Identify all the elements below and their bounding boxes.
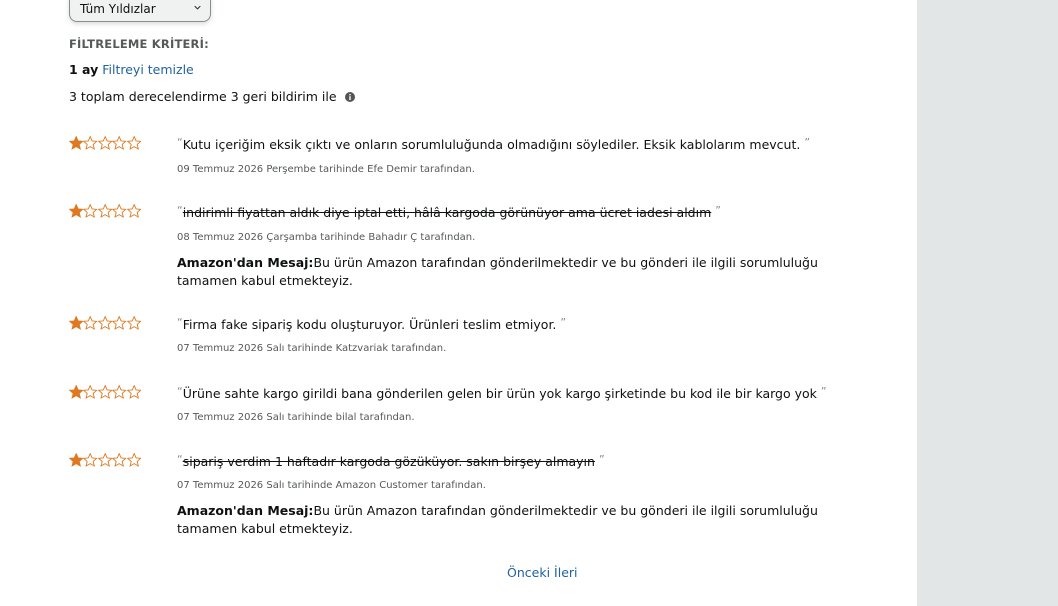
star-empty-icon bbox=[98, 453, 112, 467]
star-empty-icon bbox=[83, 204, 97, 218]
star-filter-value: Tüm Yıldızlar bbox=[80, 2, 156, 16]
star-empty-icon bbox=[83, 316, 97, 330]
star-empty-icon bbox=[98, 204, 112, 218]
star-empty-icon bbox=[127, 316, 141, 330]
review-text bbox=[177, 204, 721, 220]
review-meta: 07 Temmuz 2026 Salı tarihinde Katzvariak tarafından. bbox=[177, 343, 447, 354]
review-body: indirimli fiyattan aldık diye iptal etti, hâlâ kargoda görünüyor ama ücret iadesi aldım bbox=[182, 205, 712, 220]
star-rating bbox=[69, 204, 141, 218]
review-meta: 09 Temmuz 2026 Perşembe tarihinde Efe Demir tarafından. bbox=[177, 164, 475, 175]
open-quote: “ bbox=[177, 136, 183, 149]
close-quote: ” bbox=[598, 453, 605, 466]
close-quote: ” bbox=[560, 316, 567, 329]
filter-period: 1 ay bbox=[69, 62, 99, 77]
side-panel bbox=[917, 0, 1058, 606]
star-rating bbox=[69, 453, 141, 467]
star-empty-icon bbox=[98, 136, 112, 150]
star-filled-icon bbox=[69, 136, 83, 150]
review-meta: 07 Temmuz 2026 Salı tarihinde bilal tarafından. bbox=[177, 412, 415, 423]
star-empty-icon bbox=[83, 385, 97, 399]
star-empty-icon bbox=[112, 316, 126, 330]
seller-reply-text: Bu ürün Amazon tarafından gönderilmektedir ve bu gönderi ile ilgili sorumluluğu tamamen kabul etmekteyiz. bbox=[177, 503, 818, 536]
active-filter bbox=[69, 62, 194, 77]
seller-reply-text: Bu ürün Amazon tarafından gönderilmektedir ve bu gönderi ile ilgili sorumluluğu tamamen kabul etmekteyiz. bbox=[177, 255, 818, 288]
star-empty-icon bbox=[127, 385, 141, 399]
star-filled-icon bbox=[69, 316, 83, 330]
star-empty-icon bbox=[127, 136, 141, 150]
rating-summary bbox=[69, 89, 355, 104]
review-body: sipariş verdim 1 haftadır kargoda gözüküyor. sakın birşey almayın bbox=[182, 454, 595, 469]
open-quote: “ bbox=[177, 204, 183, 217]
close-quote: ” bbox=[715, 204, 721, 217]
chevron-down-icon bbox=[194, 4, 201, 11]
star-rating bbox=[69, 385, 141, 399]
review-meta: 07 Temmuz 2026 Salı tarihinde Amazon Customer tarafından. bbox=[177, 480, 486, 491]
close-quote: ” bbox=[804, 136, 811, 149]
star-empty-icon bbox=[98, 385, 112, 399]
pagination bbox=[507, 565, 578, 580]
star-rating bbox=[69, 316, 141, 330]
star-filled-icon bbox=[69, 453, 83, 467]
review-meta: 08 Temmuz 2026 Çarşamba tarihinde Bahadır Ç tarafından. bbox=[177, 232, 476, 243]
info-icon[interactable] bbox=[345, 92, 355, 102]
filter-heading: FİLTRELEME KRİTERİ: bbox=[69, 37, 209, 51]
review-body: Ürüne sahte kargo girildi bana gönderilen gelen bir ürün yok kargo şirketinde bu kod ile bir kargo yok bbox=[182, 386, 817, 401]
rating-summary-text: 3 toplam derecelendirme 3 geri bildirim ile bbox=[69, 89, 337, 104]
seller-reply-label: Amazon'dan Mesaj: bbox=[177, 503, 314, 518]
next-page-link[interactable]: İleri bbox=[554, 565, 578, 580]
star-empty-icon bbox=[112, 136, 126, 150]
review-body: Firma fake sipariş kodu oluşturuyor. Ürünleri teslim etmiyor. bbox=[182, 317, 557, 332]
star-empty-icon bbox=[83, 136, 97, 150]
star-filter-select[interactable] bbox=[69, 0, 211, 22]
review-text bbox=[177, 136, 810, 152]
review-body: Kutu içeriğim eksik çıktı ve onların sorumluluğunda olmadığını söylediler. Eksik kablolarım mevcut. bbox=[182, 137, 801, 152]
seller-reply bbox=[177, 254, 857, 290]
star-empty-icon bbox=[127, 453, 141, 467]
open-quote: “ bbox=[177, 316, 183, 329]
star-empty-icon bbox=[83, 453, 97, 467]
close-quote: ” bbox=[820, 385, 827, 398]
open-quote: “ bbox=[177, 385, 183, 398]
previous-page-link[interactable]: Önceki bbox=[507, 565, 551, 580]
review-text bbox=[177, 385, 827, 401]
star-empty-icon bbox=[98, 316, 112, 330]
clear-filter-link[interactable]: Filtreyi temizle bbox=[102, 62, 194, 77]
review-text bbox=[177, 316, 566, 332]
seller-reply bbox=[177, 502, 857, 538]
seller-reply-label: Amazon'dan Mesaj: bbox=[177, 255, 314, 270]
star-empty-icon bbox=[112, 204, 126, 218]
open-quote: “ bbox=[177, 453, 183, 466]
star-empty-icon bbox=[127, 204, 141, 218]
star-empty-icon bbox=[112, 453, 126, 467]
star-filled-icon bbox=[69, 385, 83, 399]
star-filled-icon bbox=[69, 204, 83, 218]
review-text bbox=[177, 453, 605, 469]
star-empty-icon bbox=[112, 385, 126, 399]
star-rating bbox=[69, 136, 141, 150]
